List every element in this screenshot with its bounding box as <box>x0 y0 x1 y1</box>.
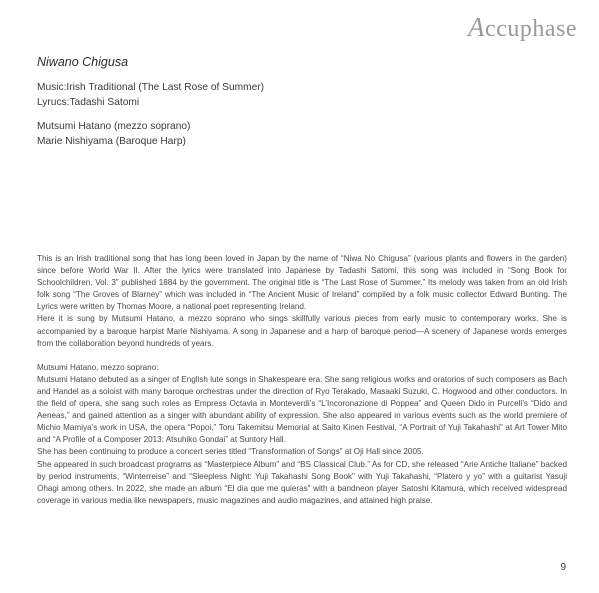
bio-heading: Mutsumi Hatano, mezzo soprano: <box>37 362 159 372</box>
track-header <box>37 54 557 149</box>
bio-paragraph-2: She has been continuing to produce a concert series titled “Transformation of Songs” at Oji Hall since 2005. <box>37 447 424 457</box>
page-number: 9 <box>560 562 566 573</box>
notes-paragraph-2: Here it is sung by Mutsumi Hatano, a mezzo soprano who sings skillfully various pieces from early music to contemporary works. She is accompanied by a baroque harpist Marie Nishiyama. A song in Japanese and a harp of baroque period—A scenery of Japanese words emerges from the collaboration beyond hundreds of years. <box>37 314 567 348</box>
bio-paragraph-3: She appeared in such broadcast programs as “Masterpiece Album” and “BS Classical Club.” As for CD, she released “Arie Antiche Italiane” backed by period instruments, “Winterreise” and “Sleepless Night: Yuji Takahashi Song Book” with Yuji Takahashi, “Platero y yo” with a guitarist Yasuji Ohagi among others. In 2022, she made an album “El dia que me quieras” with a bandneon player Satoshi Kitamura, which received widespread coverage in various media like newspapers, music magazines and audio magazines, and attained high praise. <box>37 459 567 505</box>
accuphase-logo <box>468 12 577 43</box>
liner-notes <box>37 253 567 507</box>
logo-rest: ccuphase <box>485 16 577 42</box>
performer-baroque-harp: Marie Nishiyama (Baroque Harp) <box>37 136 186 147</box>
logo-initial: A <box>468 12 486 42</box>
lyrics-credit: Lyrucs:Tadashi Satomi <box>37 97 140 108</box>
music-credit: Music:Irish Traditional (The Last Rose of Summer) <box>37 82 265 93</box>
bio-paragraph-1: Mutsumi Hatano debuted as a singer of English lute songs in Shakespeare era. She sang religious works and oratorios of such composers as Bach and Handel as a soloist with many baroque orchestras under the direction of Ryo Terakado, Masaaki Suzuki, C. Hogwood and other conductors. In the field of opera, she sang such roles as Empress Octavia in Monteverdi’s “L’Incoronazione di Poppea” and Queen Dido in Purcell’s “Dido and Aeneas,” and gained attention as a singer with abundant ability of expression. She also appeared in various events such as the world premiere of Michio Mamiya’s work in USA, the opera “Popoi,” Toru Takemitsu Memorial at Saito Kinen Festival, “A Portrait of Yuji Takahashi” at Art Tower Mito and “A Profile of a Composer 2013: Atsuhiko Gondai” at Suntory Hall. <box>37 374 567 445</box>
performer-mezzo-soprano: Mutsumi Hatano (mezzo soprano) <box>37 121 191 132</box>
notes-paragraph-1: This is an Irish traditional song that has long been loved in Japan by the name of “Niwa No Chigusa” (various plants and flowers in the garden) since before World War II. After the lyrics were translated into Japanese by Tadashi Satomi, this song was included in “Song Book for Schoolchildren, Vol. 3” published 1884 by the government. The original title is “The Last Rose of Summer.” Its melody was taken from an old Irish folk song “The Groves of Blarney” which was included in “The Ancient Music of Ireland” compiled by a folk music collector Edward Bunting. The Lyrics were written by Thomas Moore, a national poet representing Ireland. <box>37 254 567 312</box>
track-title: Niwano Chigusa <box>37 55 129 69</box>
